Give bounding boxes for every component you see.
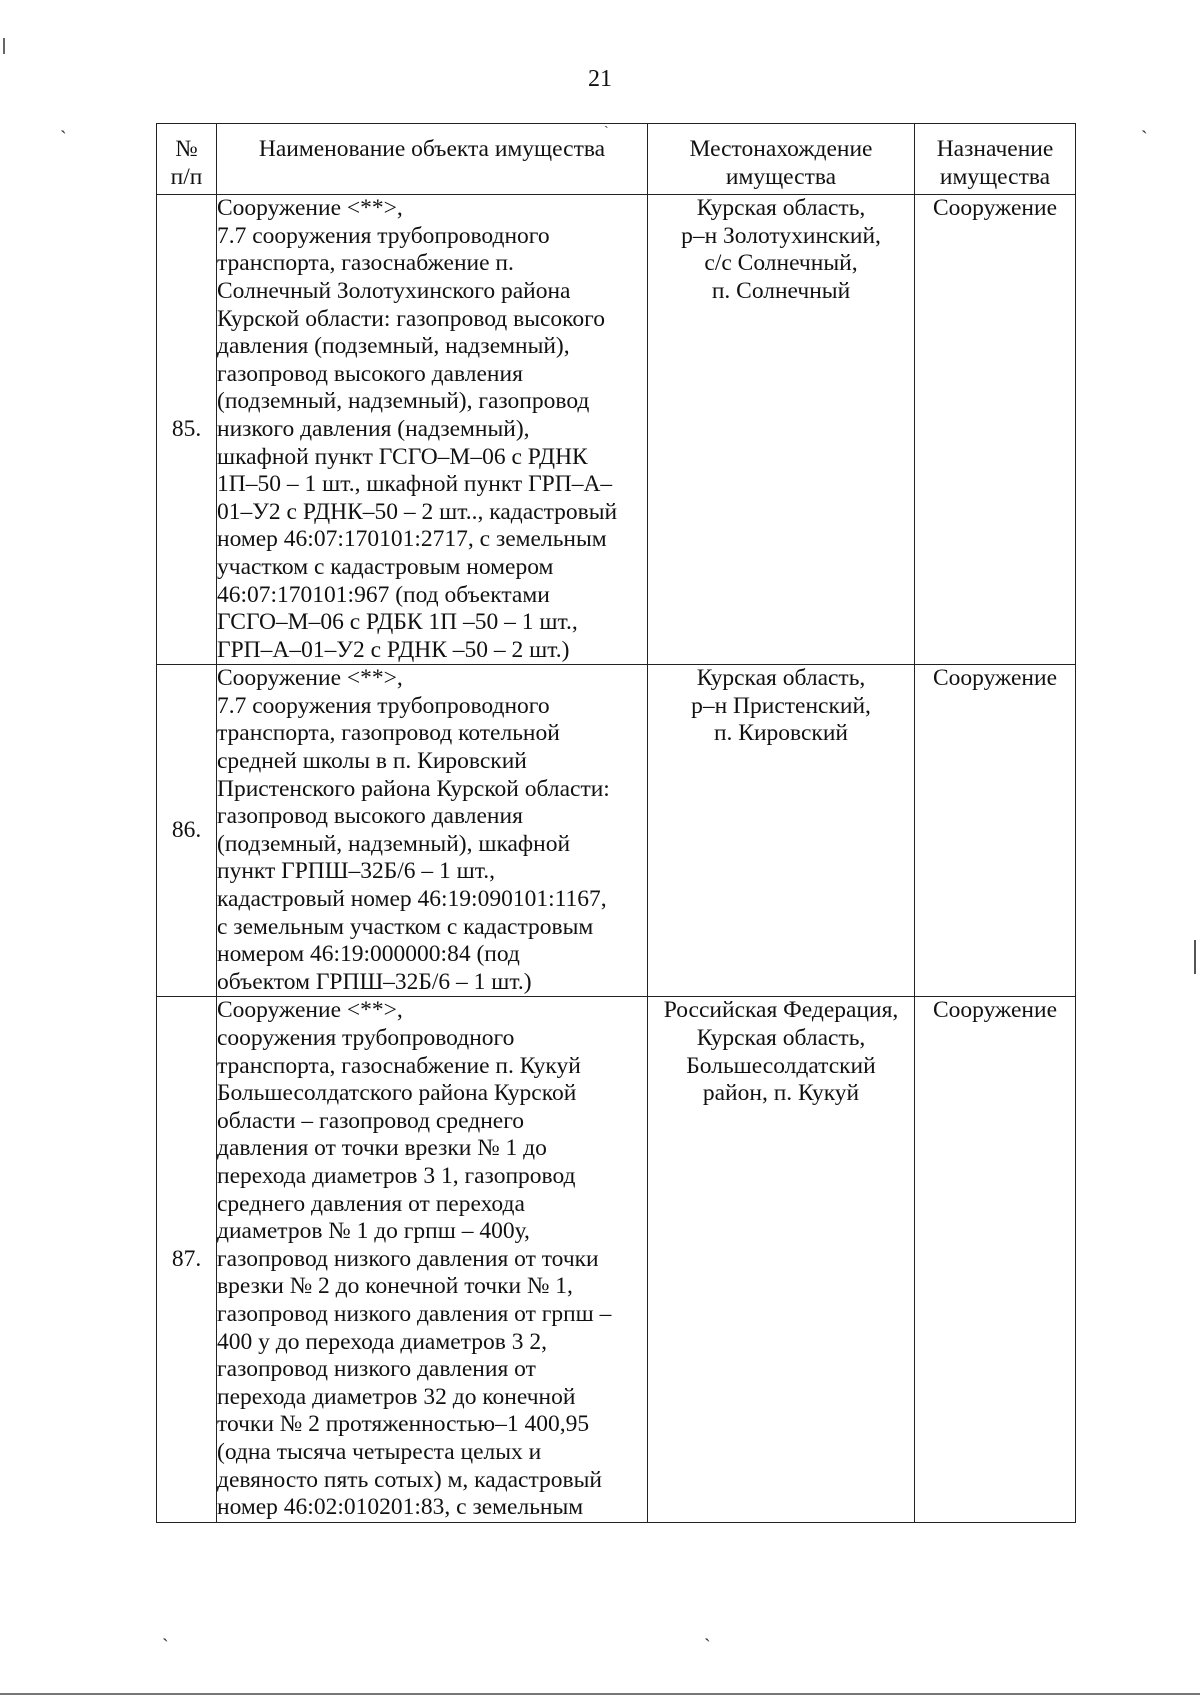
table-row [157, 997, 1076, 1522]
object-name-line: 400 у до перехода диаметров 3 2, [217, 1328, 547, 1355]
scan-edge-mark-left [3, 38, 5, 54]
object-name-line: Сооружение <**>, [217, 665, 403, 692]
header-location [648, 124, 915, 195]
scan-bottom-edge [0, 1693, 1200, 1695]
object-location [648, 665, 915, 997]
object-name [217, 195, 648, 665]
object-name-line: номер 46:02:010201:83, с земельным [217, 1494, 584, 1521]
object-name-line: участком с кадастровым номером [217, 553, 554, 580]
object-name-line: низкого давления (надземный), [217, 415, 530, 442]
scan-speck: ˏ [60, 112, 67, 134]
property-table [156, 123, 1076, 1523]
object-purpose: Сооружение [915, 195, 1076, 665]
object-name-line: ГСГО–М–06 с РДБК 1П –50 – 1 шт., [217, 609, 578, 636]
row-number: 86. [157, 665, 217, 997]
object-location [648, 195, 915, 665]
object-name-line: газопровод низкого давления от точки [217, 1245, 599, 1272]
table-body [157, 195, 1076, 1523]
header-number-line: п/п [170, 163, 203, 190]
object-name-line: пункт ГРПШ–32Б/6 – 1 шт., [217, 858, 495, 885]
header-number-line: № [175, 136, 198, 162]
object-name-line: Курской области: газопровод высокого [217, 305, 605, 332]
object-name-line: Солнечный Золотухинского района [217, 277, 571, 304]
object-name-line: среднего давления от перехода [217, 1190, 525, 1217]
header-purpose [915, 124, 1076, 195]
object-location-line: р–н Пристенский, [691, 692, 871, 719]
scan-speck: ˏ [704, 1620, 711, 1642]
object-name-line: объектом ГРПШ–32Б/6 – 1 шт.) [217, 968, 532, 995]
object-location-line: Курская область, [696, 1025, 866, 1051]
object-name-line: врезки № 2 до конечной точки № 1, [217, 1273, 573, 1300]
object-name-line: газопровод высокого давления [217, 360, 523, 387]
object-name-line: газопровод низкого давления от грпш – [217, 1300, 612, 1327]
object-name-line: 01–У2 с РДНК–50 – 2 шт.., кадастровый [217, 498, 618, 525]
object-name-line: транспорта, газоснабжение п. [217, 250, 514, 277]
table-row [157, 195, 1076, 665]
scan-speck: ˏ [1141, 112, 1148, 134]
object-name-line: кадастровый номер 46:19:090101:1167, [217, 886, 607, 913]
object-location-line: Курская область, [696, 195, 866, 222]
object-name-line: номер 46:07:170101:2717, с земельным [217, 526, 607, 553]
object-name-line: (подземный, надземный), шкафной [217, 830, 571, 857]
object-name-line: 46:07:170101:967 (под объектами [217, 581, 550, 608]
object-name-line: шкафной пункт ГСГО–М–06 с РДНК [217, 443, 588, 470]
header-location-line: имущества [725, 163, 837, 190]
object-name-line: точки № 2 протяженностью–1 400,95 [217, 1411, 590, 1438]
object-location-line: Российская Федерация, [663, 997, 899, 1024]
object-name-line: 1П–50 – 1 шт., шкафной пункт ГРП–А– [217, 471, 613, 498]
header-number [157, 124, 217, 195]
header-name [217, 124, 648, 195]
object-purpose: Сооружение [915, 997, 1076, 1522]
object-name-line: перехода диаметров 3 1, газопровод [217, 1162, 576, 1189]
object-name-line: транспорта, газопровод котельной [217, 720, 560, 747]
header-location-line: Местонахождение [689, 136, 873, 162]
object-location-line: Большесолдатский [686, 1052, 876, 1079]
header-purpose-line: Назначение [936, 136, 1054, 162]
object-name-line: 7.7 сооружения трубопроводного [217, 222, 550, 249]
header-name-line: Наименование объекта имущества [258, 136, 606, 162]
object-name-line: давления (подземный, надземный), [217, 333, 570, 360]
object-name-line: давления от точки врезки № 1 до [217, 1135, 547, 1162]
table-header-row [157, 124, 1076, 195]
object-location [648, 997, 915, 1522]
object-name-line: Большесолдатского района Курской [217, 1080, 577, 1107]
object-name-line: Сооружение <**>, [217, 997, 403, 1024]
object-name-line: газопровод низкого давления от [217, 1356, 536, 1383]
object-location-line: р–н Золотухинский, [681, 222, 881, 249]
object-location-line: п. Солнечный [711, 277, 851, 304]
object-name-line: девяносто пять сотых) м, кадастровый [217, 1466, 602, 1493]
object-name-line: сооружения трубопроводного [217, 1025, 515, 1051]
object-name-line: с земельным участком с кадастровым [217, 913, 594, 940]
object-location-line: п. Кировский [713, 720, 849, 747]
object-location-line: район, п. Кукуй [702, 1080, 860, 1107]
object-name-line: средней школы в п. Кировский [217, 748, 527, 775]
scan-speck: ˏ [162, 1620, 169, 1642]
page-number: 21 [588, 66, 612, 92]
object-name [217, 665, 648, 997]
scan-speck: ˏ [604, 114, 609, 129]
object-name-line: номером 46:19:000000:84 (под [217, 941, 520, 968]
object-name [217, 997, 648, 1522]
scan-edge-mark-right [1194, 940, 1196, 974]
object-name-line: газопровод высокого давления [217, 803, 523, 830]
object-name-line: Сооружение <**>, [217, 195, 403, 222]
table-row [157, 665, 1076, 997]
object-name-line: (одна тысяча четыреста целых и [217, 1438, 542, 1465]
object-name-line: транспорта, газоснабжение п. Кукуй [217, 1052, 581, 1079]
object-location-line: Курская область, [696, 665, 866, 692]
object-name-line: (подземный, надземный), газопровод [217, 388, 590, 415]
object-name-line: ГРП–А–01–У2 с РДНК –50 – 2 шт.) [217, 636, 570, 663]
row-number: 85. [157, 195, 217, 665]
object-location-line: с/с Солнечный, [704, 250, 858, 277]
row-number: 87. [157, 997, 217, 1522]
object-purpose: Сооружение [915, 665, 1076, 997]
object-name-line: области – газопровод среднего [217, 1107, 525, 1134]
object-name-line: диаметров № 1 до грпш – 400у, [217, 1218, 530, 1245]
header-purpose-line: имущества [939, 163, 1051, 190]
object-name-line: 7.7 сооружения трубопроводного [217, 692, 550, 719]
object-name-line: перехода диаметров 32 до конечной [217, 1383, 576, 1410]
object-name-line: Пристенского района Курской области: [217, 775, 610, 802]
